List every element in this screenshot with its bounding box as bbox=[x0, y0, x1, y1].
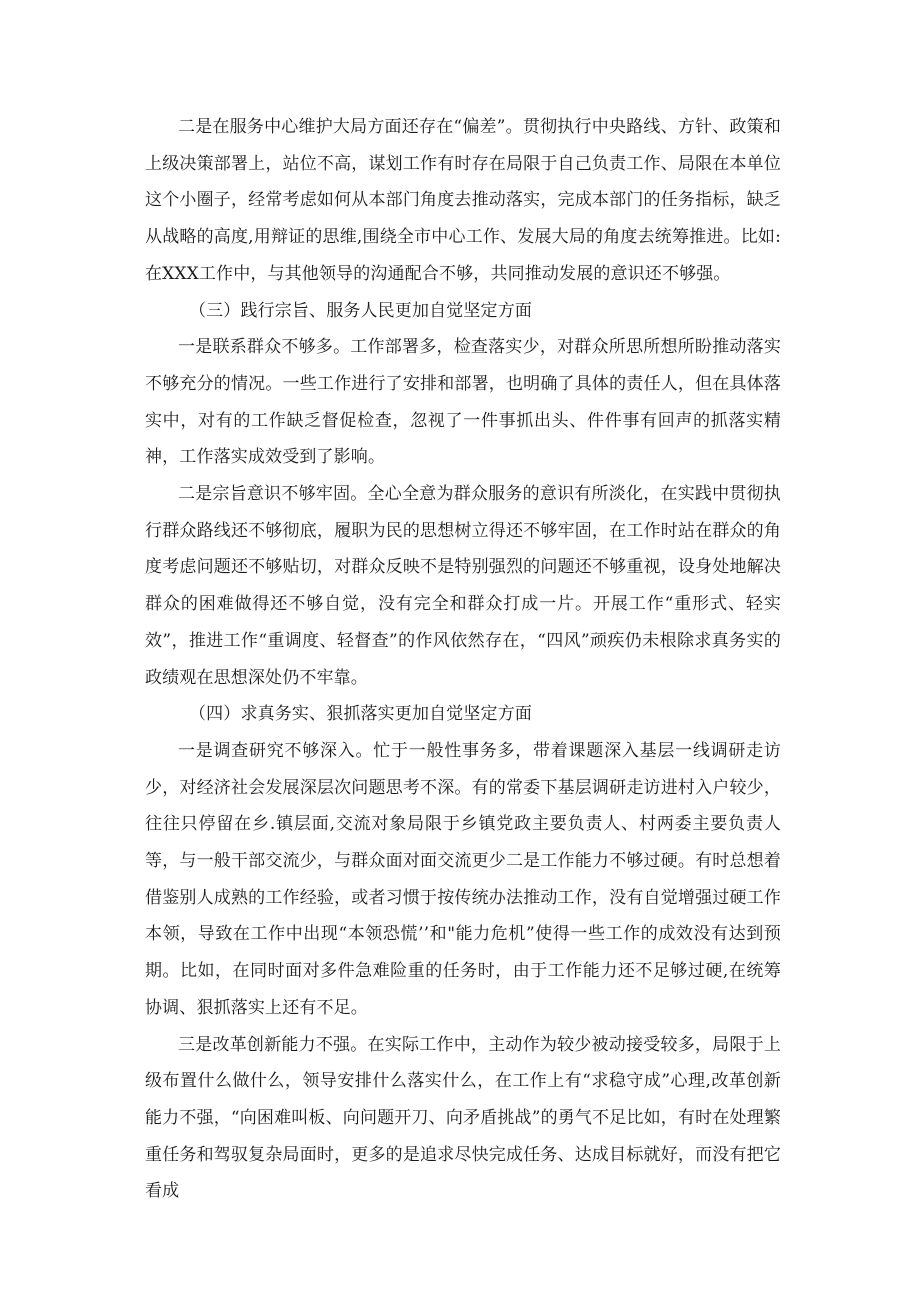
paragraph-purpose-awareness: 二是宗旨意识不够牢固。全心全意为群众服务的意识有所淡化，在实践中贯彻执行群众路线还不够彻底，履职为民的思想树立得还不够牢固，在工作时站在群众的角度考虑问题还不够贴切，对群众反映不是特别强烈的问题还不够重视，设身处地解决群众的困难做得还不够自觉，没有完全和群众打成一片。开展工作“重形式、轻实效”，推进工作“重调度、轻督查”的作风依然存在，“四风”顽疾仍未根除求真务实的政绩观在思想深处仍不牢靠。 bbox=[145, 484, 781, 688]
document-body bbox=[145, 109, 781, 1210]
paragraph-service-center-deviation: 二是在服务中心维护大局方面还存在“偏差”。贯彻执行中央路线、方针、政策和上级决策部署上，站位不高，谋划工作有时存在局限于自己负责工作、局限在本单位这个小圈子，经常考虑如何从本部门角度去推动落实，完成本部门的任务指标，缺乏从战略的高度,用辩证的思维,围绕全市中心工作、发展大局的角度去统筹推进。比如:在XXX工作中，与其他领导的沟通配合不够，共同推动发展的意识还不够强。 bbox=[145, 117, 781, 284]
section-heading-4: （四）求真务实、狠抓落实更加自觉坚定方面 bbox=[189, 704, 532, 725]
paragraph-reform-innovation: 三是改革创新能力不强。在实际工作中，主动作为较少被动接受较多，局限于上级布置什么做什么，领导安排什么落实什么，在工作上有“求稳守成”心理,改革创新能力不强，“向困难叫板、向问题开刀、向矛盾挑战”的勇气不足比如，有时在处理繁重任务和驾驭复杂局面时，更多的是追求尽快完成任务、达成目标就好，而没有把它看成 bbox=[145, 1034, 781, 1202]
paragraph-contact-masses: 一是联系群众不够多。工作部署多，检查落实少，对群众所思所想所盼推动落实不够充分的情况。一些工作进行了安排和部署，也明确了具体的责任人，但在具体落实中，对有的工作缺乏督促检查，忽视了一件事抓出头、件件事有回声的抓落实精神，工作落实成效受到了影响。 bbox=[145, 337, 781, 468]
paragraph-investigation-research: 一是调查研究不够深入。忙于一般性事务多，带着课题深入基层一线调研走访少，对经济社会发展深层次问题思考不深。有的常委下基层调研走访进村入户较少，往往只停留在乡.镇层面,交流对象局限于乡镇党政主要负责人、村两委主要负责人等，与一般干部交流少，与群众面对面交流更少二是工作能力不够过硬。有时总想着借鉴别人成熟的工作经验，或者习惯于按传统办法推动工作，没有自觉增强过硬工作本领，导致在工作中出现“本领恐慌’’和"能力危机”使得一些工作的成效没有达到预期。比如，在同时面对多件急难险重的任务时，由于工作能力还不足够过硬,在统筹协调、狠抓落实上还有不足。 bbox=[145, 740, 781, 1018]
section-heading-3: （三）践行宗旨、服务人民更加自觉坚定方面 bbox=[189, 300, 532, 321]
